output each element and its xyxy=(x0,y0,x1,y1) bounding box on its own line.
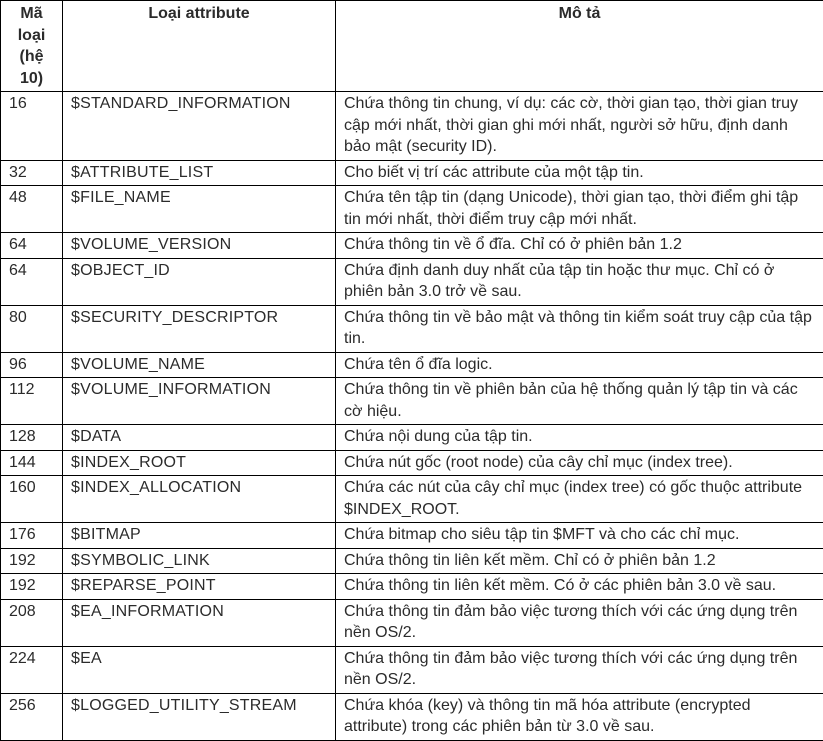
table-row xyxy=(1,92,823,161)
description-cell: Cho biết vị trí các attribute của một tập tin. xyxy=(336,160,823,186)
table-row xyxy=(1,450,823,476)
type-code-cell: 160 xyxy=(1,476,63,523)
attribute-name-cell: $OBJECT_ID xyxy=(63,258,336,305)
table-row xyxy=(1,693,823,740)
description-cell: Chứa nút gốc (root node) của cây chỉ mục (index tree). xyxy=(336,450,823,476)
attribute-name-cell: $EA xyxy=(63,646,336,693)
type-code-cell: 208 xyxy=(1,599,63,646)
description-cell: Chứa thông tin về phiên bản của hệ thống quản lý tập tin và các cờ hiệu. xyxy=(336,378,823,425)
description-cell: Chứa nội dung của tập tin. xyxy=(336,425,823,451)
attribute-name-cell: $FILE_NAME xyxy=(63,186,336,233)
table-row xyxy=(1,305,823,352)
type-code-cell: 48 xyxy=(1,186,63,233)
header-type-code: Mã loại (hệ 10) xyxy=(1,1,63,92)
type-code-cell: 64 xyxy=(1,233,63,259)
attribute-name-cell: $SYMBOLIC_LINK xyxy=(63,548,336,574)
description-cell: Chứa khóa (key) và thông tin mã hóa attribute (encrypted attribute) trong các phiên bản từ 3.0 về sau. xyxy=(336,693,823,740)
description-cell: Chứa thông tin đảm bảo việc tương thích với các ứng dụng trên nền OS/2. xyxy=(336,646,823,693)
table-row xyxy=(1,476,823,523)
attribute-name-cell: $BITMAP xyxy=(63,523,336,549)
attribute-name-cell: $STANDARD_INFORMATION xyxy=(63,92,336,161)
type-code-cell: 64 xyxy=(1,258,63,305)
type-code-cell: 112 xyxy=(1,378,63,425)
description-cell: Chứa thông tin về bảo mật và thông tin kiểm soát truy cập của tập tin. xyxy=(336,305,823,352)
attribute-name-cell: $VOLUME_INFORMATION xyxy=(63,378,336,425)
description-cell: Chứa tên tập tin (dạng Unicode), thời gian tạo, thời điểm ghi tập tin mới nhất, thời điểm truy cập mới nhất. xyxy=(336,186,823,233)
table-row xyxy=(1,425,823,451)
table-row xyxy=(1,548,823,574)
description-cell: Chứa tên ổ đĩa logic. xyxy=(336,352,823,378)
attribute-name-cell: $VOLUME_NAME xyxy=(63,352,336,378)
table-row xyxy=(1,599,823,646)
attribute-name-cell: $EA_INFORMATION xyxy=(63,599,336,646)
attribute-name-cell: $ATTRIBUTE_LIST xyxy=(63,160,336,186)
type-code-cell: 256 xyxy=(1,693,63,740)
type-code-cell: 144 xyxy=(1,450,63,476)
description-cell: Chứa thông tin liên kết mềm. Có ở các phiên bản 3.0 về sau. xyxy=(336,574,823,600)
header-attribute-type: Loại attribute xyxy=(63,1,336,92)
description-cell: Chứa thông tin liên kết mềm. Chỉ có ở phiên bản 1.2 xyxy=(336,548,823,574)
table-row xyxy=(1,233,823,259)
attribute-name-cell: $INDEX_ROOT xyxy=(63,450,336,476)
description-cell: Chứa thông tin đảm bảo việc tương thích với các ứng dụng trên nền OS/2. xyxy=(336,599,823,646)
table-row xyxy=(1,646,823,693)
type-code-cell: 128 xyxy=(1,425,63,451)
attribute-name-cell: $REPARSE_POINT xyxy=(63,574,336,600)
type-code-cell: 176 xyxy=(1,523,63,549)
header-row xyxy=(1,1,823,92)
description-cell: Chứa thông tin về ổ đĩa. Chỉ có ở phiên bản 1.2 xyxy=(336,233,823,259)
attribute-name-cell: $SECURITY_DESCRIPTOR xyxy=(63,305,336,352)
type-code-cell: 192 xyxy=(1,548,63,574)
table-row xyxy=(1,523,823,549)
type-code-cell: 80 xyxy=(1,305,63,352)
table-row xyxy=(1,378,823,425)
description-cell: Chứa định danh duy nhất của tập tin hoặc thư mục. Chỉ có ở phiên bản 3.0 trở về sau. xyxy=(336,258,823,305)
table-row xyxy=(1,574,823,600)
attribute-name-cell: $LOGGED_UTILITY_STREAM xyxy=(63,693,336,740)
description-cell: Chứa bitmap cho siêu tập tin $MFT và cho các chỉ mục. xyxy=(336,523,823,549)
description-cell: Chứa thông tin chung, ví dụ: các cờ, thời gian tạo, thời gian truy cập mới nhất, thời gian ghi mới nhất, người sở hữu, định danh bảo mật (security ID). xyxy=(336,92,823,161)
type-code-cell: 224 xyxy=(1,646,63,693)
table-row xyxy=(1,186,823,233)
table-row xyxy=(1,258,823,305)
type-code-cell: 192 xyxy=(1,574,63,600)
table-row xyxy=(1,160,823,186)
attribute-name-cell: $INDEX_ALLOCATION xyxy=(63,476,336,523)
type-code-cell: 96 xyxy=(1,352,63,378)
header-description: Mô tả xyxy=(336,1,823,92)
attribute-name-cell: $DATA xyxy=(63,425,336,451)
attribute-name-cell: $VOLUME_VERSION xyxy=(63,233,336,259)
description-cell: Chứa các nút của cây chỉ mục (index tree) có gốc thuộc attribute $INDEX_ROOT. xyxy=(336,476,823,523)
type-code-cell: 16 xyxy=(1,92,63,161)
type-code-cell: 32 xyxy=(1,160,63,186)
table-row xyxy=(1,352,823,378)
